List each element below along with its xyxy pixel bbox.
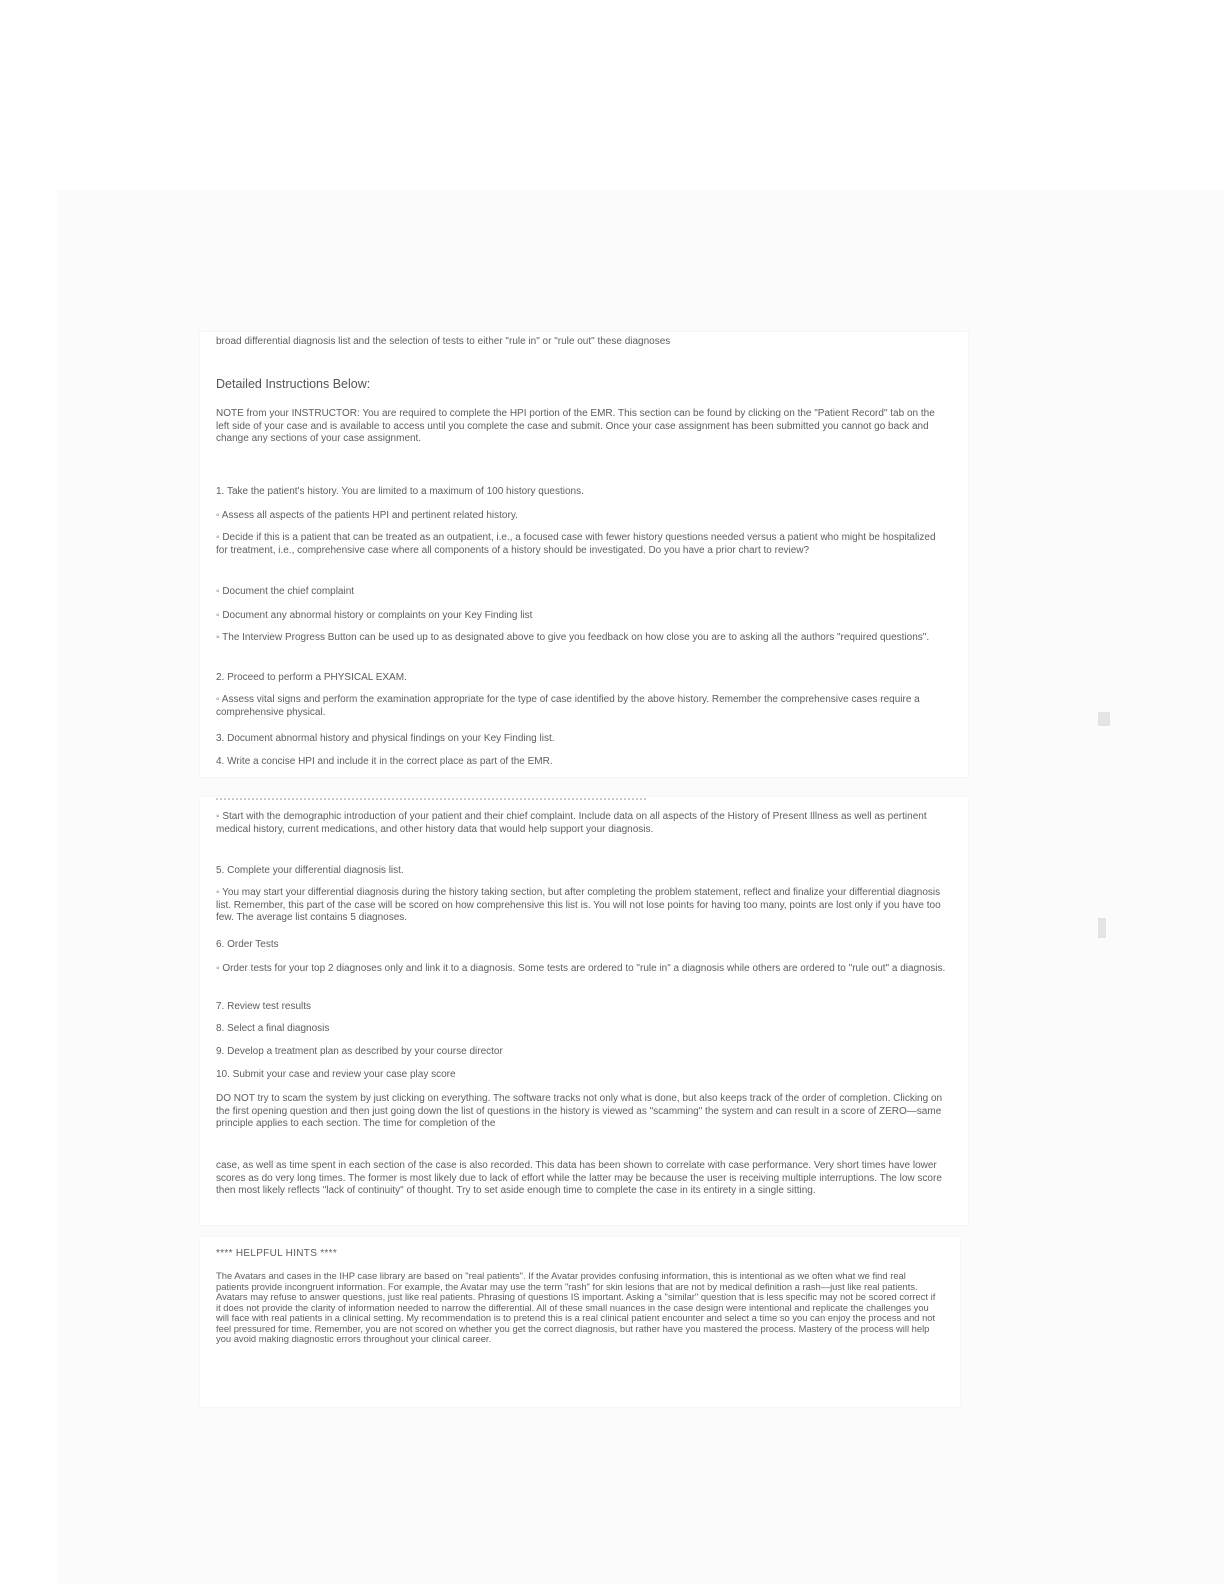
list-item: 10. Submit your case and review your case play score	[216, 1069, 456, 1080]
list-item: ◦ Start with the demographic introduction of your patient and their chief complaint. Include data on all aspects of the History of Present Illness as well as pertinent medical history, current medications, and other history data that would help support your diagnosis.	[216, 811, 927, 835]
timing-note: case, as well as time spent in each section of the case is also recorded. This data has been shown to correlate with case performance. Very short times have lower scores as do very long times. The former is most likely due to lack of effort while the latter may be because the user is receiving multiple interruptions. The low score then most likely reflects "lack of continuity" of thought. Try to set aside enough time to complete the case in its entirety in a single sitting.	[216, 1160, 942, 1196]
scan-edge-mark	[1098, 918, 1106, 938]
instructions-panel-2	[200, 797, 968, 1225]
list-item: ◦ Decide if this is a patient that can be treated as an outpatient, i.e., a focused case with fewer history questions needed versus a patient who might be hospitalized for treatment, i.e., comprehensive case where all components of a history should be investigated. Do you have a prior chart to review?	[216, 532, 936, 556]
list-item: 4. Write a concise HPI and include it in the correct place as part of the EMR.	[216, 756, 553, 767]
list-item: ◦ Assess vital signs and perform the examination appropriate for the type of case identified by the above history. Remember the comprehensive cases require a comprehensive physical.	[216, 694, 920, 718]
list-item: ◦ Document any abnormal history or complaints on your Key Finding list	[216, 610, 533, 621]
list-item: ◦ You may start your differential diagnosis during the history taking section, but after completing the problem statement, reflect and finalize your differential diagnosis list. Remember, this part of the case will be scored on how comprehensive this list is. You will not lose points for having too many, points are lost only if you have too few. The average list contains 5 diagnoses.	[216, 887, 941, 923]
list-item: 3. Document abnormal history and physical findings on your Key Finding list.	[216, 733, 555, 744]
hints-title: **** HELPFUL HINTS ****	[216, 1248, 338, 1259]
list-item: 6. Order Tests	[216, 939, 279, 950]
list-item: 9. Develop a treatment plan as described by your course director	[216, 1046, 503, 1057]
instructor-note: NOTE from your INSTRUCTOR: You are required to complete the HPI portion of the EMR. This section can be found by clicking on the "Patient Record" tab on the left side of your case and is available to access until you complete the case and submit. Once your case assignment has been submitted you cannot go back and change any sections of your case assignment.	[216, 408, 935, 444]
list-item: ◦ The Interview Progress Button can be used up to as designated above to give you feedback on how close you are to asking all the authors "required questions".	[216, 632, 930, 643]
list-item: ◦ Document the chief complaint	[216, 586, 355, 597]
instructions-panel-1	[200, 332, 968, 777]
intro-text: broad differential diagnosis list and the selection of tests to either "rule in" or "rule out" these diagnoses	[216, 336, 671, 347]
hints-body: The Avatars and cases in the IHP case library are based on "real patients". If the Avatar provides confusing information, this is intentional as we often what we find real patients provide incongruent information. For example, the Avatar may use the term "rash" for skin lesions that are not by medical definition a rash—just like real patients. Avatars may refuse to answer questions, just like real patients. Phrasing of questions IS important. Asking a "similar" question that is less specific may not be scored correct if it does not provide the clarity of information needed to narrow the differential. All of these small nuances in the case design were intentional and replicate the challenges you will face with real patients in a clinical setting. My recommendation is to pretend this is a real clinical patient encounter and select a time so you can enjoy the process and not feel pressured for time. Remember, you are not scored on whether you get the correct diagnosis, but rather have you mastered the process. Mastery of the process will help you avoid making diagnostic errors throughout your clinical career.	[216, 1270, 936, 1344]
cut-off-text-line	[216, 798, 646, 803]
list-item: 5. Complete your differential diagnosis list.	[216, 865, 404, 876]
helpful-hints-panel	[200, 1237, 960, 1407]
list-item: ◦ Assess all aspects of the patients HPI and pertinent related history.	[216, 510, 518, 521]
section-heading: Detailed Instructions Below:	[216, 377, 371, 391]
list-item: 1. Take the patient's history. You are limited to a maximum of 100 history questions.	[216, 486, 584, 497]
scan-edge-mark	[1098, 712, 1110, 726]
list-item: 7. Review test results	[216, 1001, 312, 1012]
scam-warning: DO NOT try to scam the system by just clicking on everything. The software tracks not only what is done, but also keeps track of the order of completion. Clicking on the first opening question and then just going down the list of questions in the history is viewed as "scamming" the system and can result in a score of ZERO—same principle applies to each section. The time for completion of the	[216, 1093, 943, 1129]
list-item: 2. Proceed to perform a PHYSICAL EXAM.	[216, 672, 407, 683]
list-item: ◦ Order tests for your top 2 diagnoses only and link it to a diagnosis. Some tests are ordered to "rule in" a diagnosis while others are ordered to "rule out" a diagnosis.	[216, 963, 946, 974]
list-item: 8. Select a final diagnosis	[216, 1023, 330, 1034]
